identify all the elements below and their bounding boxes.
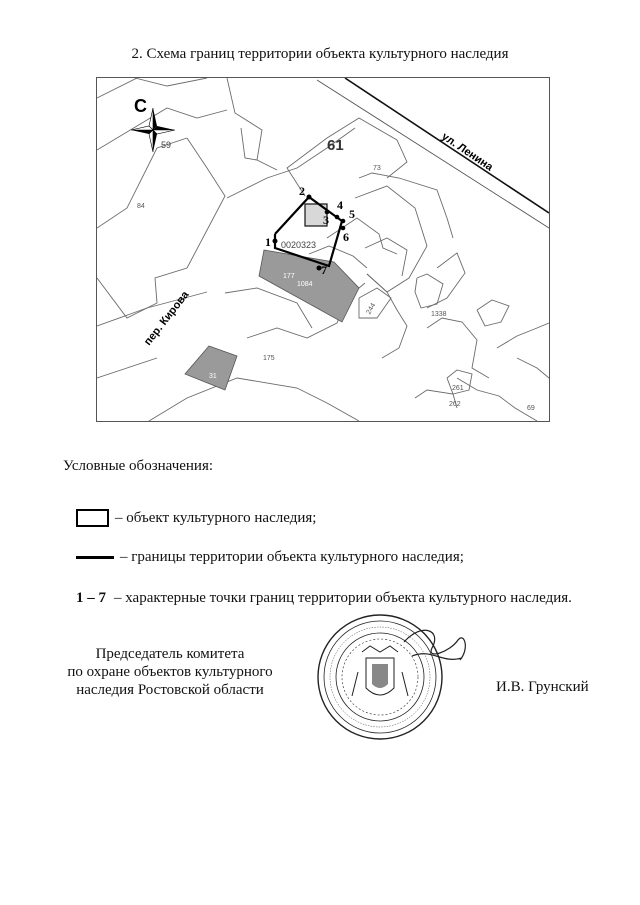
parcel-line [427, 318, 489, 378]
cadastral-label: 0020323 [281, 240, 317, 250]
parcel-number: 1338 [431, 311, 447, 318]
parcel-line [517, 358, 549, 378]
signer-title-line: по охране объектов культурного [67, 664, 273, 680]
point-label-7: 7 [321, 263, 327, 277]
parcel-number: 69 [527, 405, 535, 412]
parcel-line [97, 138, 225, 318]
parcel-line [477, 300, 509, 326]
legend-item-text: – объект культурного наследия; [115, 509, 317, 526]
parcel-number: 73 [373, 165, 381, 172]
parcel-line [497, 323, 549, 348]
legend-item-points [76, 590, 572, 607]
parcel-line [97, 358, 157, 378]
street-edge-lenina-inner [317, 80, 549, 228]
street-label-kirova: пер. Кирова [141, 289, 192, 348]
compass-letter: С [134, 96, 147, 116]
street-label-lenina: ул. Ленина [439, 130, 496, 174]
legend-item-text: – характерные точки границ территории объекта культурного наследия. [114, 590, 572, 606]
filled-parcel-small [185, 346, 237, 390]
point-label-4: 4 [337, 198, 343, 212]
legend-item-text: – границы территории объекта культурного наследия; [120, 549, 464, 565]
signer-title-line: Председатель комитета [95, 646, 245, 662]
parcel-line [135, 78, 207, 86]
parcel-number: 1084 [297, 281, 313, 288]
legend-item-object [76, 509, 316, 527]
map-canvas [97, 78, 549, 421]
parcel-line [427, 253, 465, 308]
parcel-line [359, 173, 453, 238]
point-label-3: 3 [323, 213, 329, 227]
point-1 [273, 239, 278, 244]
point-5 [341, 219, 346, 224]
signer-title [40, 645, 300, 699]
parcel-line [359, 288, 391, 318]
legend-range-symbol: 1 – 7 [76, 590, 106, 606]
parcel-line [365, 238, 407, 276]
signature-scribble-icon [404, 630, 465, 660]
point-label-2: 2 [299, 184, 305, 198]
legend-box-symbol [76, 509, 109, 527]
point-4 [335, 215, 340, 220]
parcel-number: 84 [137, 203, 145, 210]
legend-heading: Условные обозначения: [63, 458, 214, 474]
parcel-line [355, 186, 427, 292]
parcel-line [287, 118, 407, 196]
parcel-number: 31 [209, 373, 217, 380]
parcel-number: 261 [452, 385, 464, 392]
legend-line-symbol [76, 556, 114, 559]
block-number: 61 [327, 137, 344, 154]
parcel-line [97, 138, 187, 228]
point-label-5: 5 [349, 207, 355, 221]
parcel-number: 177 [283, 273, 295, 280]
point-2 [307, 195, 312, 200]
point-label-1: 1 [265, 235, 271, 249]
parcel-line [367, 274, 407, 358]
parcel-number: 262 [449, 401, 461, 408]
boundary-map [96, 77, 550, 422]
signer-title-line: наследия Ростовской области [76, 682, 264, 698]
coat-of-arms-icon [352, 646, 408, 696]
parcel-number: 175 [263, 355, 275, 362]
point-label-6: 6 [343, 230, 349, 244]
parcel-line [415, 274, 443, 308]
official-seal-icon [292, 612, 472, 742]
parcel-line [149, 378, 359, 421]
parcel-line [457, 378, 537, 421]
document-title: 2. Схема границ территории объекта культурного наследия [131, 46, 509, 62]
parcel-number: 244 [365, 302, 378, 316]
parcel-line [97, 78, 137, 98]
compass-number: 59 [161, 140, 172, 150]
parcel-line [241, 128, 257, 160]
parcel-line [227, 78, 277, 170]
signer-name: И.В. Грунский [496, 679, 589, 695]
legend-item-boundary [76, 549, 464, 566]
